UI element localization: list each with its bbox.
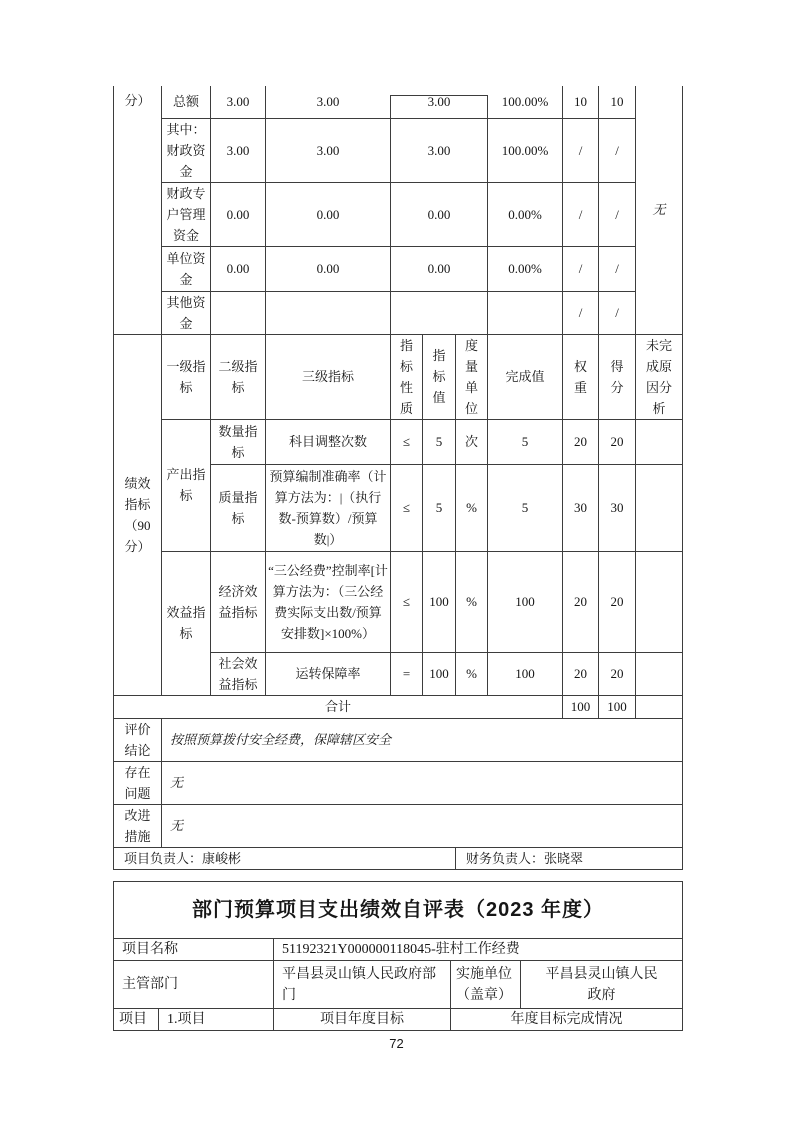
level1-benefit: 效益指标 bbox=[162, 551, 211, 695]
funding-weight: / bbox=[563, 291, 599, 334]
funding-score: / bbox=[599, 246, 636, 291]
funding-value-3-boxed: 3.00 bbox=[391, 86, 488, 118]
funding-value-2: 0.00 bbox=[266, 182, 391, 246]
total-reason bbox=[636, 695, 683, 718]
unit-cell: % bbox=[456, 464, 488, 551]
score-cell: 20 bbox=[599, 419, 636, 464]
project-name-value: 51192321Y000000118045-驻村工作经费 bbox=[274, 939, 683, 961]
header-level3: 三级指标 bbox=[266, 334, 391, 419]
measures-label: 改进措施 bbox=[114, 804, 162, 847]
funding-row-unit bbox=[114, 246, 683, 291]
funding-rate: 100.00% bbox=[488, 118, 563, 182]
funding-label: 总额 bbox=[162, 86, 211, 118]
nature-cell: ≤ bbox=[391, 464, 423, 551]
level2-label: 质量指标 bbox=[211, 464, 266, 551]
reason-cell bbox=[636, 652, 683, 695]
target-cell: 100 bbox=[423, 551, 456, 652]
project-name-label: 项目名称 bbox=[114, 939, 274, 961]
level1-output: 产出指标 bbox=[162, 419, 211, 551]
funding-weight: 10 bbox=[563, 86, 599, 118]
problems-row bbox=[114, 761, 683, 804]
funding-score: / bbox=[599, 118, 636, 182]
performance-table bbox=[113, 86, 683, 870]
header-score: 得分 bbox=[599, 334, 636, 419]
done-cell: 5 bbox=[488, 419, 563, 464]
reason-cell bbox=[636, 551, 683, 652]
score-cell: 20 bbox=[599, 652, 636, 695]
unit-cell: 次 bbox=[456, 419, 488, 464]
funding-score: / bbox=[599, 291, 636, 334]
funding-rate: 100.00% bbox=[488, 86, 563, 118]
self-eval-table-2023 bbox=[113, 881, 683, 1031]
problems-content bbox=[162, 761, 683, 804]
page-number: 72 bbox=[389, 1036, 404, 1051]
header-level2: 二级指标 bbox=[211, 334, 266, 419]
finance-lead: 财务负责人：张晓翠 bbox=[456, 847, 683, 869]
funding-rate: 0.00% bbox=[488, 182, 563, 246]
done-cell: 100 bbox=[488, 551, 563, 652]
header-done: 完成值 bbox=[488, 334, 563, 419]
impl-unit-value: 平昌县灵山镇人民政府 bbox=[521, 961, 683, 1009]
funding-value-2: 0.00 bbox=[266, 246, 391, 291]
goal-completion-header: 年度目标完成情况 bbox=[451, 1009, 683, 1031]
score-cell: 20 bbox=[599, 551, 636, 652]
department-value: 平昌县灵山镇人民政府部门 bbox=[274, 961, 451, 1009]
nature-cell: ≤ bbox=[391, 551, 423, 652]
project-goal-row bbox=[114, 1009, 683, 1031]
total-label: 合计 bbox=[114, 695, 563, 718]
level2-label: 数量指标 bbox=[211, 419, 266, 464]
header-target: 指标值 bbox=[423, 334, 456, 419]
nature-cell: ≤ bbox=[391, 419, 423, 464]
done-cell: 5 bbox=[488, 464, 563, 551]
total-score: 100 bbox=[599, 695, 636, 718]
funding-label: 其他资金 bbox=[162, 291, 211, 334]
signature-row bbox=[114, 847, 683, 869]
project-label: 项目 bbox=[114, 1009, 159, 1031]
department-label: 主管部门 bbox=[114, 961, 274, 1009]
weight-cell: 20 bbox=[563, 652, 599, 695]
conclusion-text: 按照预算拨付安全经费，保障辖区安全 bbox=[170, 732, 392, 747]
continuation-cell-cap-line bbox=[390, 95, 487, 96]
total-weight: 100 bbox=[563, 695, 599, 718]
funding-rate: 0.00% bbox=[488, 246, 563, 291]
header-reason: 未完成原因分析 bbox=[636, 334, 683, 419]
target-cell: 5 bbox=[423, 464, 456, 551]
funding-value-1: 3.00 bbox=[211, 118, 266, 182]
title-row bbox=[114, 882, 683, 939]
header-nature: 指标性质 bbox=[391, 334, 423, 419]
reason-cell bbox=[636, 464, 683, 551]
funding-value-2: 3.00 bbox=[266, 86, 391, 118]
perf-group-label: 绩效指标（90分） bbox=[114, 334, 162, 695]
table-title: 部门预算项目支出绩效自评表（2023 年度） bbox=[114, 882, 683, 939]
funding-weight: / bbox=[563, 246, 599, 291]
level3-label: “三公经费”控制率[计算方法为：（三公经费实际支出数/预算安排数]×100%） bbox=[266, 551, 391, 652]
funding-rate bbox=[488, 291, 563, 334]
conclusion-label: 评价结论 bbox=[114, 718, 162, 761]
header-weight: 权重 bbox=[563, 334, 599, 419]
unit-cell: % bbox=[456, 551, 488, 652]
problems-label: 存在问题 bbox=[114, 761, 162, 804]
funding-value-1 bbox=[211, 291, 266, 334]
measures-text: 无 bbox=[170, 818, 184, 833]
funding-weight: / bbox=[563, 118, 599, 182]
reason-cell bbox=[636, 419, 683, 464]
funding-weight: / bbox=[563, 182, 599, 246]
weight-cell: 20 bbox=[563, 551, 599, 652]
measures-content bbox=[162, 804, 683, 847]
conclusion-content bbox=[162, 718, 683, 761]
funding-value-3: 0.00 bbox=[391, 246, 488, 291]
funding-score: 10 bbox=[599, 86, 636, 118]
department-row bbox=[114, 961, 683, 1009]
funding-value-2: 3.00 bbox=[266, 118, 391, 182]
level2-label: 经济效益指标 bbox=[211, 551, 266, 652]
header-level1: 一级指标 bbox=[162, 334, 211, 419]
score-cell: 30 bbox=[599, 464, 636, 551]
target-cell: 5 bbox=[423, 419, 456, 464]
project-number: 1.项目 bbox=[159, 1009, 274, 1031]
header-unit: 度量单位 bbox=[456, 334, 488, 419]
weight-cell: 30 bbox=[563, 464, 599, 551]
self-eval-table bbox=[113, 881, 683, 1031]
funding-row-fiscal bbox=[114, 118, 683, 182]
funding-value-1: 0.00 bbox=[211, 182, 266, 246]
funding-value-1: 0.00 bbox=[211, 246, 266, 291]
funding-value-3 bbox=[391, 291, 488, 334]
level3-label: 预算编制准确率（计算方法为：|（执行数-预算数）/预算数|） bbox=[266, 464, 391, 551]
done-cell: 100 bbox=[488, 652, 563, 695]
weight-cell: 20 bbox=[563, 419, 599, 464]
indicator-row-quantity bbox=[114, 419, 683, 464]
remark-text: 无 bbox=[652, 202, 666, 218]
funding-label: 其中：财政资金 bbox=[162, 118, 211, 182]
annual-goal-header: 项目年度目标 bbox=[274, 1009, 451, 1031]
problems-text: 无 bbox=[170, 775, 184, 790]
funding-value-2 bbox=[266, 291, 391, 334]
cut-section-label: 分） bbox=[114, 86, 162, 334]
funding-label: 财政专户管理资金 bbox=[162, 182, 211, 246]
level3-label: 运转保障率 bbox=[266, 652, 391, 695]
conclusion-row bbox=[114, 718, 683, 761]
project-lead: 项目负责人：康峻彬 bbox=[114, 847, 456, 869]
funding-remark bbox=[636, 86, 683, 334]
funding-row-total bbox=[114, 86, 683, 118]
nature-cell: = bbox=[391, 652, 423, 695]
target-cell: 100 bbox=[423, 652, 456, 695]
unit-cell: % bbox=[456, 652, 488, 695]
funding-score: / bbox=[599, 182, 636, 246]
indicator-row-economic bbox=[114, 551, 683, 652]
funding-label: 单位资金 bbox=[162, 246, 211, 291]
level3-label: 科目调整次数 bbox=[266, 419, 391, 464]
funding-value-1: 3.00 bbox=[211, 86, 266, 118]
project-name-row bbox=[114, 939, 683, 961]
impl-unit-label: 实施单位（盖章） bbox=[451, 961, 521, 1009]
funding-value-3: 3.00 bbox=[391, 118, 488, 182]
total-row bbox=[114, 695, 683, 718]
self-eval-table-continuation bbox=[113, 86, 683, 870]
indicator-header-row bbox=[114, 334, 683, 419]
measures-row bbox=[114, 804, 683, 847]
pagebreak-whitepatch-left bbox=[388, 85, 393, 95]
funding-row-special-account bbox=[114, 182, 683, 246]
level2-label: 社会效益指标 bbox=[211, 652, 266, 695]
funding-row-other bbox=[114, 291, 683, 334]
pagebreak-whitepatch-right bbox=[485, 85, 490, 95]
funding-value-3: 0.00 bbox=[391, 182, 488, 246]
